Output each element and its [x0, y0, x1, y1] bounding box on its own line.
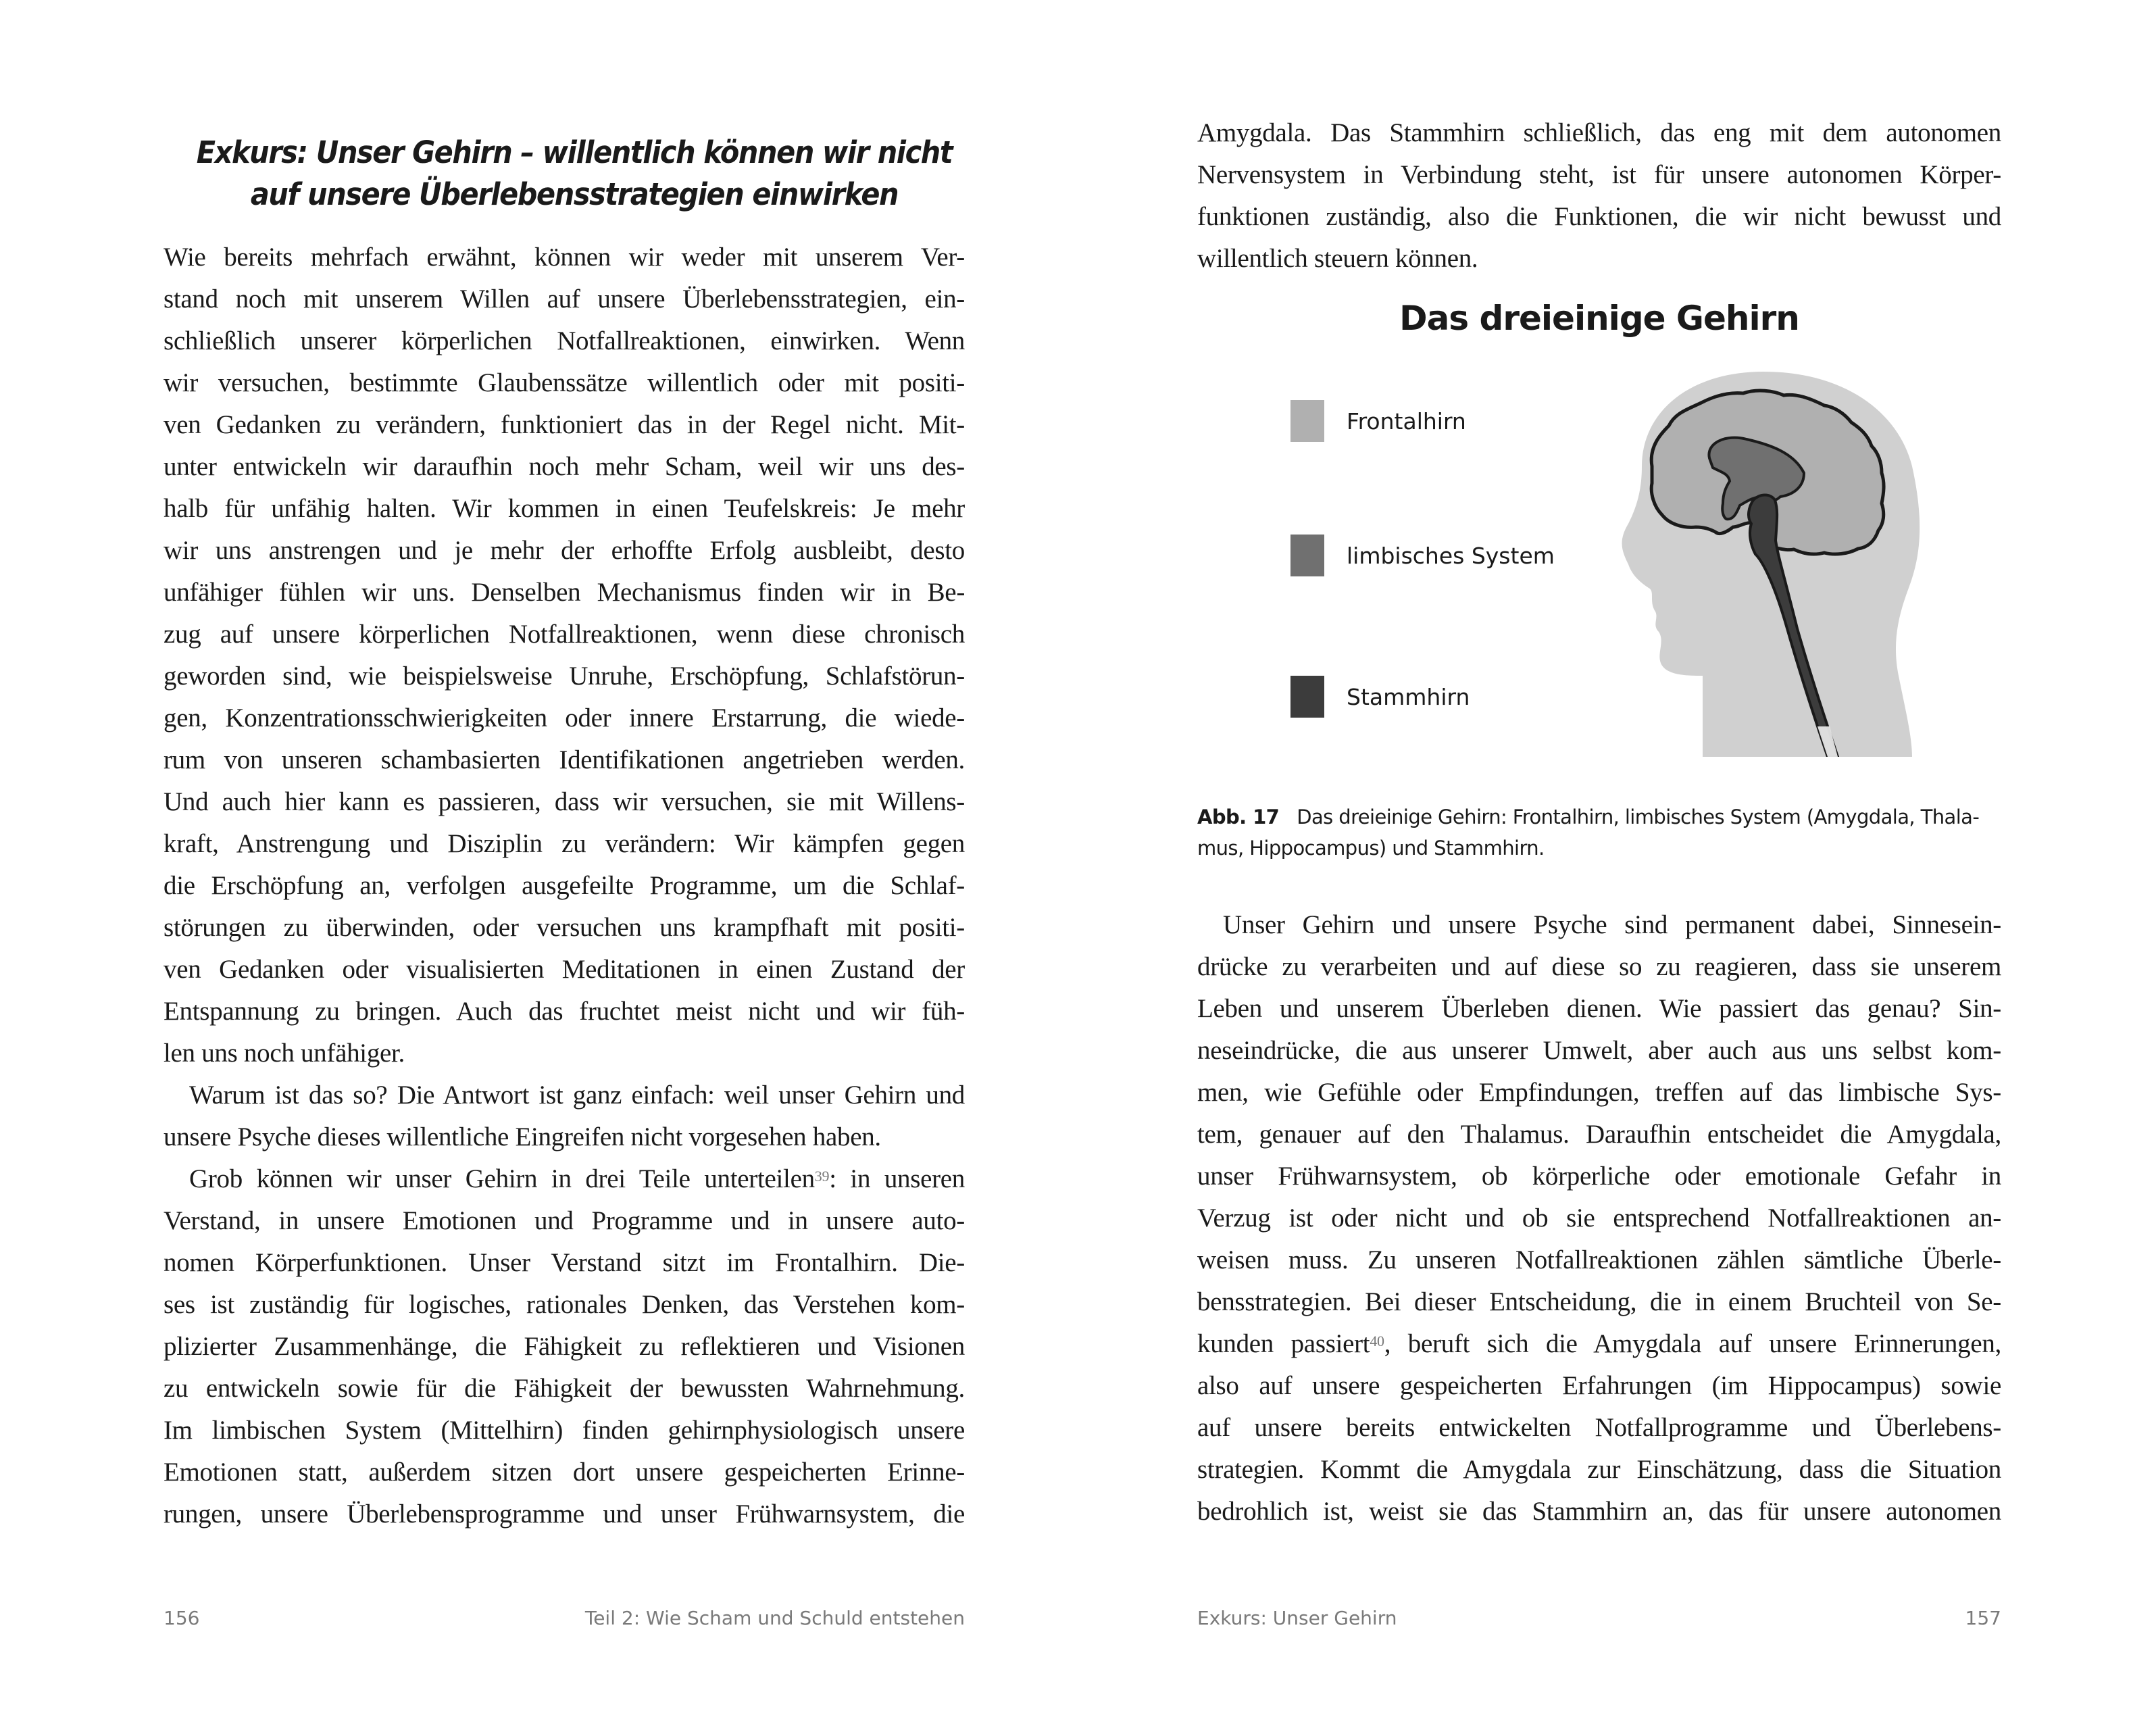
legend-item-limbisches-system — [1290, 535, 1555, 576]
text-line: rungen, unsere Überlebensprogramme und unser Frühwarnsystem, die — [164, 1499, 965, 1529]
footnote-ref-39[interactable]: 39 — [814, 1168, 830, 1185]
caption-text-2: mus, Hippocampus) und Stammhirn. — [1197, 837, 1545, 860]
text-line: Entspannung zu bringen. Auch das fruchtet meist nicht und wir füh- — [164, 997, 965, 1026]
text-line: stand noch mit unserem Willen auf unsere Überlebensstrategien, ein- — [164, 284, 965, 314]
text-line: zug auf unsere körperlichen Notfallreaktionen, wenn diese chronisch — [164, 620, 965, 649]
text-line: Leben und unserem Überleben dienen. Wie passiert das genau? Sin- — [1197, 994, 2001, 1023]
text-line: also auf unsere gespeicherten Erfahrungen (im Hippocampus) sowie — [1197, 1371, 2001, 1400]
page-number: 156 — [164, 1607, 200, 1629]
legend-item-frontalhirn — [1290, 400, 1466, 442]
text-line: bensstrategien. Bei dieser Entscheidung, die in einem Bruchteil von Se- — [1197, 1287, 2001, 1316]
text-line: rum von unseren schambasierten Identifikationen angetrieben werden. — [164, 745, 965, 774]
brain-head-illustration — [1601, 358, 1939, 757]
text-line: störungen zu überwinden, oder versuchen uns krampfhaft mit positi- — [164, 913, 965, 942]
text-line: nomen Körperfunktionen. Unser Verstand sitzt im Frontalhirn. Die- — [164, 1248, 965, 1277]
text-line: neseindrücke, die aus unserer Umwelt, aber auch aus uns selbst kom- — [1197, 1036, 2001, 1065]
text-line: unser Frühwarnsystem, ob körperliche oder emotionale Gefahr in — [1197, 1162, 2001, 1191]
caption-label: Abb. 17 — [1197, 805, 1280, 828]
text-line: Nervensystem in Verbindung steht, ist für unsere autonomen Körper- — [1197, 160, 2001, 189]
text-line: weisen muss. Zu unseren Notfallreaktionen zählen sämtliche Überle- — [1197, 1245, 2001, 1274]
text-line: unter entwickeln wir daraufhin noch mehr Scham, weil wir uns des- — [164, 452, 965, 481]
legend-swatch-light — [1290, 400, 1324, 442]
text-line: drücke zu verarbeiten und auf diese so zu reagieren, dass sie unserem — [1197, 952, 2001, 981]
footnote-ref-40[interactable]: 40 — [1370, 1333, 1384, 1349]
text-line: tem, genauer auf den Thalamus. Daraufhin entscheidet die Amygdala, — [1197, 1120, 2001, 1149]
text-line: gen, Konzentrationsschwierigkeiten oder innere Erstarrung, die wiede- — [164, 703, 965, 733]
text-line: die Erschöpfung an, verfolgen ausgefeilte Programme, um die Schlaf- — [164, 871, 965, 900]
text-fragment: kunden passiert — [1197, 1329, 1370, 1358]
text-fragment: : in unseren — [829, 1164, 966, 1193]
text-line: ses ist zuständig für logisches, rationales Denken, das Verstehen kom- — [164, 1290, 965, 1319]
text-line: zu entwickeln sowie für die Fähigkeit der bewussten Wahrnehmung. — [164, 1374, 965, 1403]
text-line: bedrohlich ist, weist sie das Stammhirn an, das für unsere autonomen — [1197, 1497, 2001, 1526]
caption-text-1: Das dreieinige Gehirn: Frontalhirn, limbisches System (Amygdala, Thala- — [1297, 805, 1980, 828]
text-line: willentlich steuern können. — [1197, 244, 1478, 273]
text-line: Wie bereits mehrfach erwähnt, können wir weder mit unserem Ver- — [164, 243, 965, 272]
text-line-with-footnote — [164, 1158, 965, 1200]
text-line: kraft, Anstrengung und Disziplin zu verändern: Wir kämpfen gegen — [164, 829, 965, 858]
text-line: wir uns anstrengen und je mehr der erhoffte Erfolg ausbleibt, desto — [164, 536, 965, 565]
text-line: halb für unfähig halten. Wir kommen in einen Teufelskreis: Je mehr — [164, 494, 965, 523]
text-line: len uns noch unfähiger. — [164, 1039, 405, 1068]
legend-item-stammhirn — [1290, 676, 1470, 718]
figure-title: Das dreieinige Gehirn — [1399, 299, 1799, 338]
text-line: strategien. Kommt die Amygdala zur Einschätzung, dass die Situation — [1197, 1455, 2001, 1484]
text-line: Emotionen statt, außerdem sitzen dort unsere gespeicherten Erinne- — [164, 1458, 965, 1487]
text-line: Amygdala. Das Stammhirn schließlich, das eng mit dem autonomen — [1197, 118, 2001, 147]
legend-label: Frontalhirn — [1347, 407, 1466, 435]
running-head: Teil 2: Wie Scham und Schuld entstehen — [584, 1607, 965, 1629]
text-line: funktionen zuständig, also die Funktionen, die wir nicht bewusst und — [1197, 202, 2001, 231]
text-line: ven Gedanken oder visualisierten Meditationen in einen Zustand der — [164, 955, 965, 984]
text-line: geworden sind, wie beispielsweise Unruhe, Erschöpfung, Schlafstörun- — [164, 662, 965, 691]
legend-label: Stammhirn — [1347, 683, 1470, 710]
text-line-with-footnote — [1197, 1323, 2001, 1365]
text-line: Warum ist das so? Die Antwort ist ganz einfach: weil unser Gehirn und — [189, 1081, 965, 1110]
text-line: men, wie Gefühle oder Empfindungen, treffen auf das limbische Sys- — [1197, 1078, 2001, 1107]
page-number: 157 — [1965, 1607, 2001, 1629]
legend-swatch-dark — [1290, 676, 1324, 718]
heading-line-1: Exkurs: Unser Gehirn – willentlich können wir nicht — [196, 134, 953, 171]
text-line: schließlich unserer körperlichen Notfallreaktionen, einwirken. Wenn — [164, 326, 965, 355]
section-heading — [195, 132, 953, 216]
body-text-left — [164, 237, 965, 1535]
body-text-right-bottom — [1197, 904, 2001, 1533]
text-line: Im limbischen System (Mittelhirn) finden gehirnphysiologisch unsere — [164, 1416, 965, 1445]
right-page — [1078, 0, 2156, 1713]
text-line: auf unsere bereits entwickelten Notfallprogramme und Überlebens- — [1197, 1413, 2001, 1442]
text-line: Verstand, in unsere Emotionen und Programme und in unsere auto- — [164, 1206, 965, 1235]
text-line: Und auch hier kann es passieren, dass wir versuchen, sie mit Willens- — [164, 787, 965, 816]
text-fragment: , beruft sich die Amygdala auf unsere Erinnerungen, — [1384, 1329, 2001, 1358]
running-head: Exkurs: Unser Gehirn — [1197, 1607, 1397, 1629]
legend-label: limbisches System — [1347, 542, 1555, 569]
text-line: plizierter Zusammenhänge, die Fähigkeit zu reflektieren und Visionen — [164, 1332, 965, 1361]
text-fragment: Grob können wir unser Gehirn in drei Teile unterteilen — [189, 1164, 815, 1193]
body-text-right-top — [1197, 112, 2001, 280]
heading-line-2: auf unsere Überlebensstrategien einwirken — [250, 176, 899, 213]
legend-swatch-medium — [1290, 535, 1324, 576]
text-line: Unser Gehirn und unsere Psyche sind permanent dabei, Sinnesein- — [1223, 910, 2001, 939]
figure-caption — [1197, 801, 2001, 864]
text-line: wir versuchen, bestimmte Glaubenssätze willentlich oder mit positi- — [164, 368, 965, 397]
text-line: unfähiger fühlen wir uns. Denselben Mechanismus finden wir in Be- — [164, 578, 965, 607]
text-line: unsere Psyche dieses willentliche Eingreifen nicht vorgesehen haben. — [164, 1122, 881, 1151]
text-line: Verzug ist oder nicht und ob sie entsprechend Notfallreaktionen an- — [1197, 1203, 2001, 1233]
text-line: ven Gedanken zu verändern, funktioniert das in der Regel nicht. Mit- — [164, 410, 965, 439]
